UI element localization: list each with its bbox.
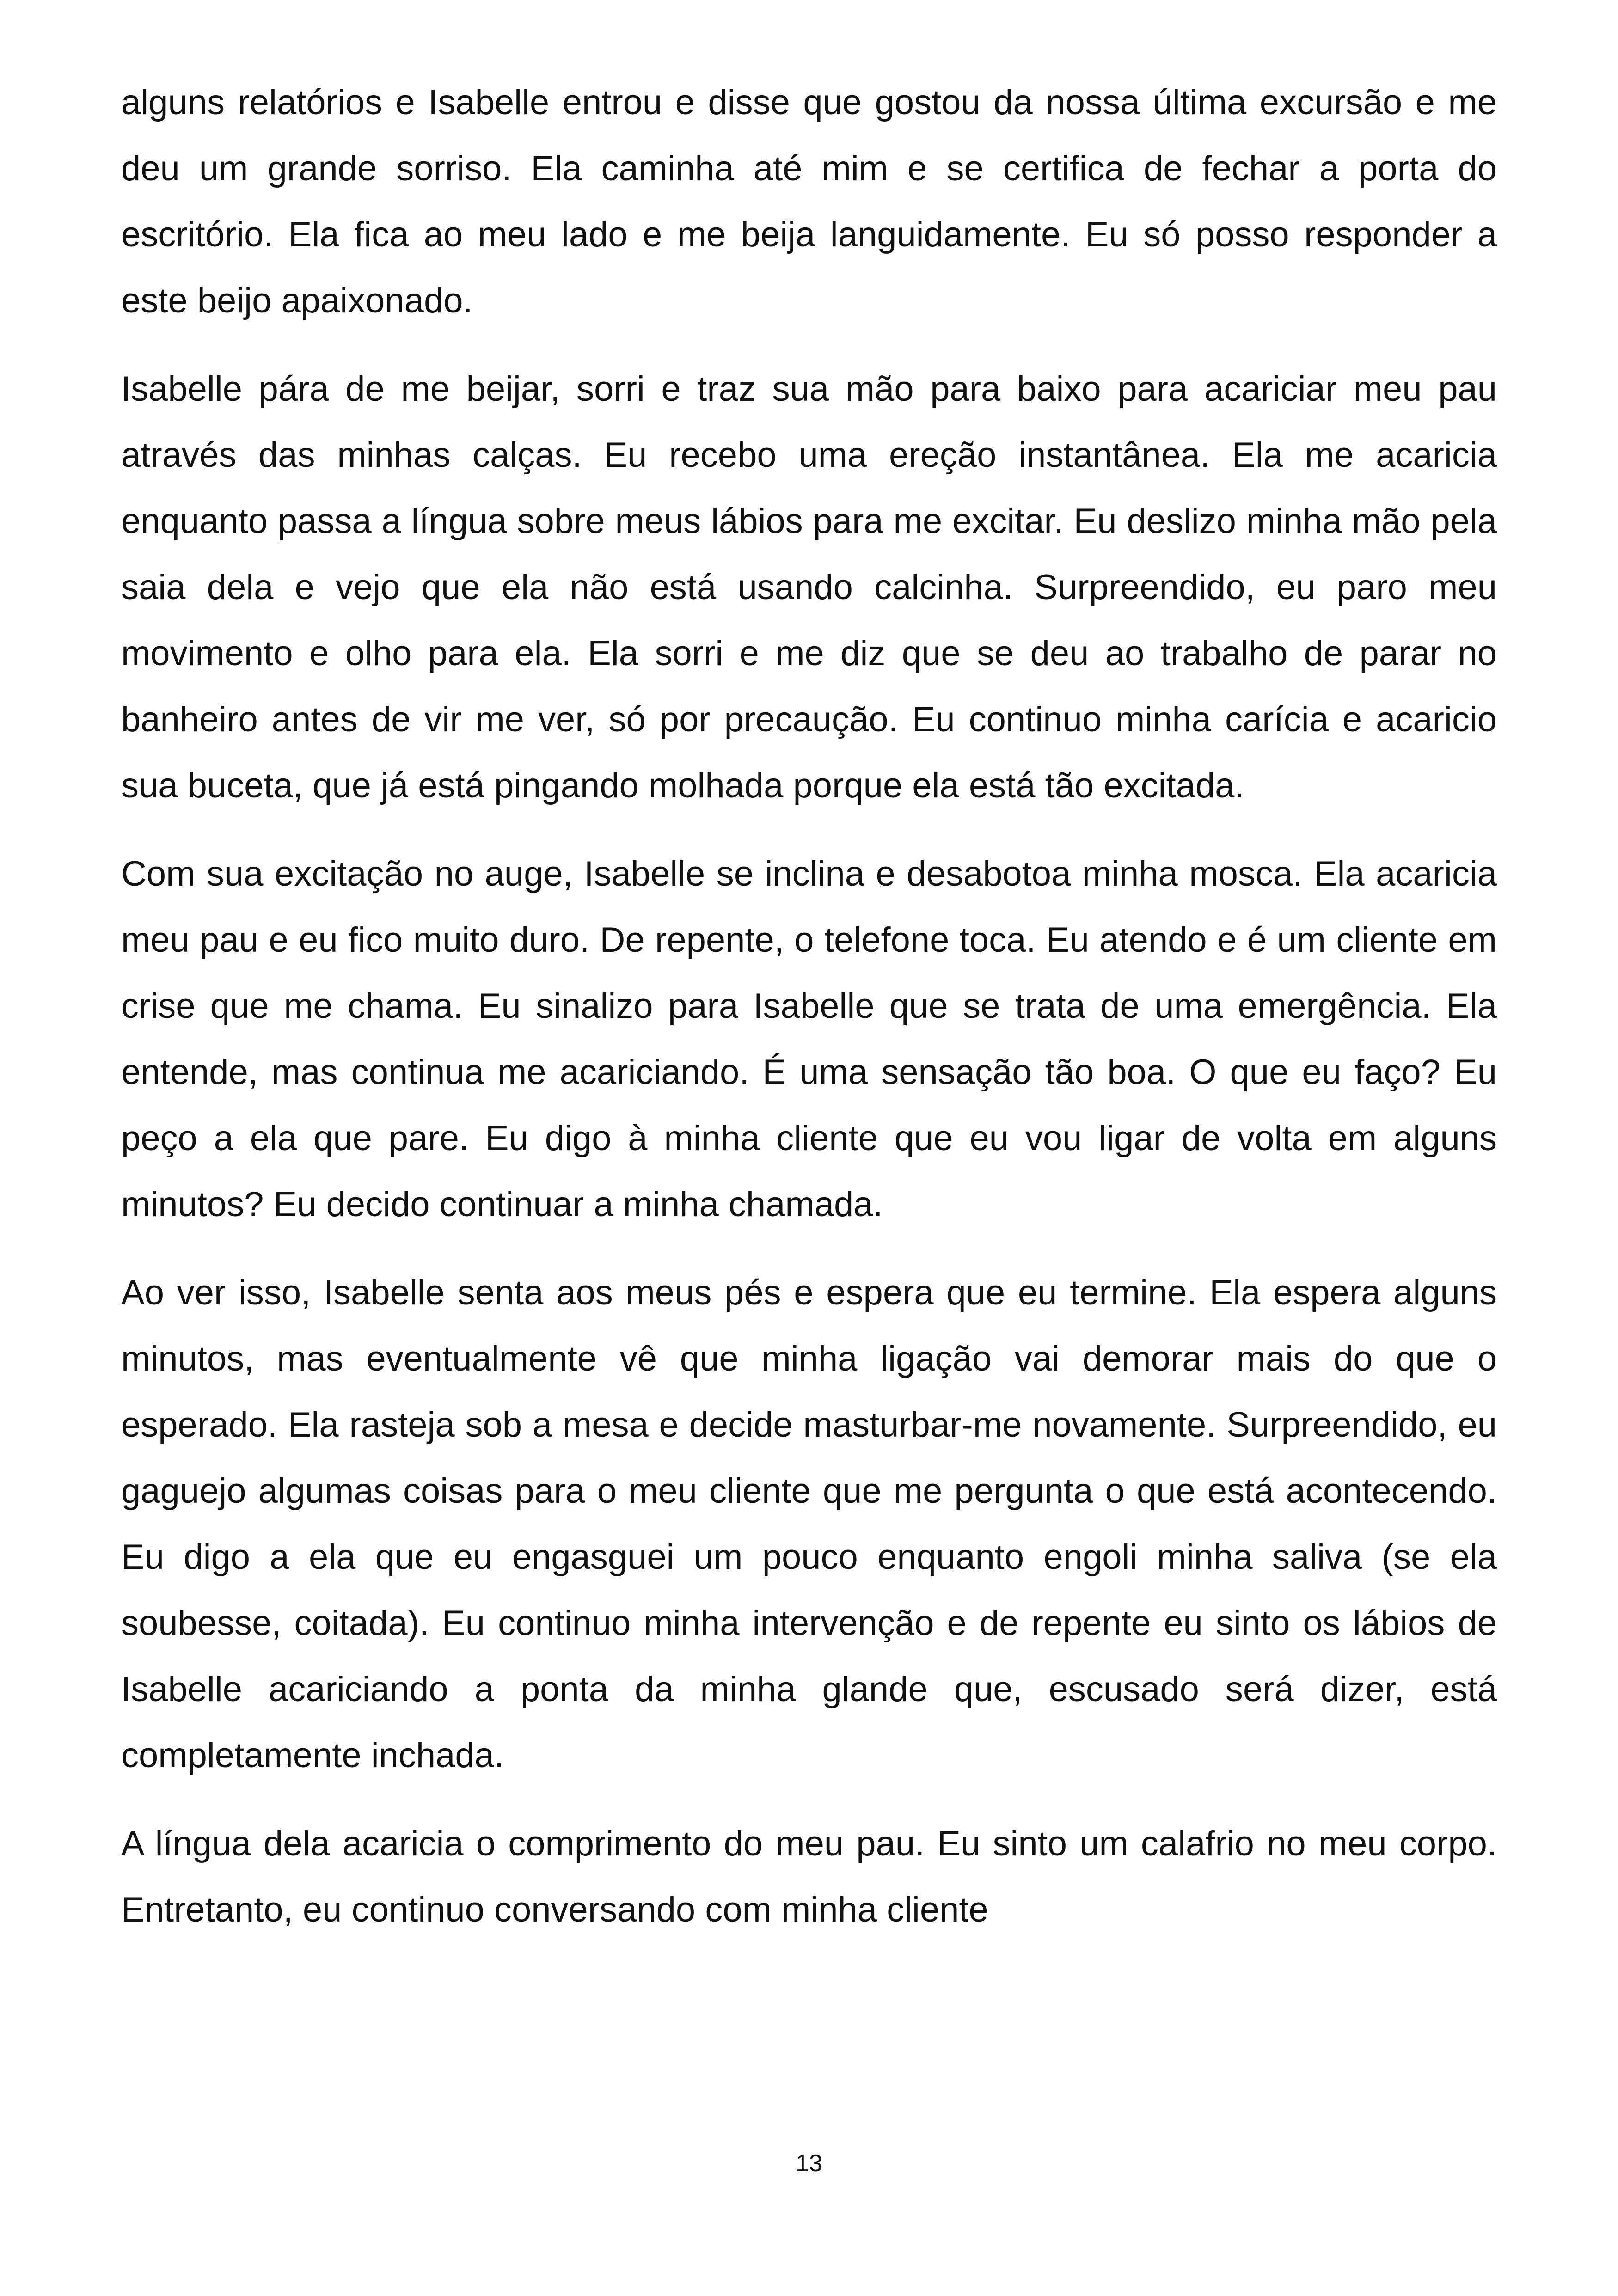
paragraph-5: A língua dela acaricia o comprimento do meu pau. Eu sinto um calafrio no meu corpo. Entretanto, eu continuo conversando com minha cliente	[121, 1824, 1497, 1929]
paragraph-1: alguns relatórios e Isabelle entrou e disse que gostou da nossa última excursão e me deu um grande sorriso. Ela caminha até mim e se certifica de fechar a porta do escritório. Ela fica ao meu lado e me beija languidamente. Eu só posso responder a este beijo apaixonado.	[121, 83, 1497, 320]
paragraph-2: Isabelle pára de me beijar, sorri e traz sua mão para baixo para acariciar meu pau através das minhas calças. Eu recebo uma ereção instantânea. Ela me acaricia enquanto passa a língua sobre meus lábios para me excitar. Eu deslizo minha mão pela saia dela e vejo que ela não está usando calcinha. Surpreendido, eu paro meu movimento e olho para ela. Ela sorri e me diz que se deu ao trabalho de parar no banheiro antes de vir me ver, só por precaução. Eu continuo minha carícia e acaricio sua buceta, que já está pingando molhada porque ela está tão excitada.	[121, 369, 1497, 805]
page-number: 13	[796, 2150, 822, 2177]
paragraph-3: Com sua excitação no auge, Isabelle se inclina e desabotoa minha mosca. Ela acaricia meu pau e eu fico muito duro. De repente, o telefone toca. Eu atendo e é um cliente em crise que me chama. Eu sinalizo para Isabelle que se trata de uma emergência. Ela entende, mas continua me acariciando. É uma sensação tão boa. O que eu faço? Eu peço a ela que pare. Eu digo à minha cliente que eu vou ligar de volta em alguns minutos? Eu decido continuar a minha chamada.	[121, 854, 1497, 1224]
paragraph-4: Ao ver isso, Isabelle senta aos meus pés e espera que eu termine. Ela espera alguns minutos, mas eventualmente vê que minha ligação vai demorar mais do que o esperado. Ela rasteja sob a mesa e decide masturbar-me novamente. Surpreendido, eu gaguejo algumas coisas para o meu cliente que me pergunta o que está acontecendo. Eu digo a ela que eu engasguei um pouco enquanto engoli minha saliva (se ela soubesse, coitada). Eu continuo minha intervenção e de repente eu sinto os lábios de Isabelle acariciando a ponta da minha glande que, escusado será dizer, está completamente inchada.	[121, 1273, 1497, 1775]
page-body	[121, 69, 1497, 1965]
